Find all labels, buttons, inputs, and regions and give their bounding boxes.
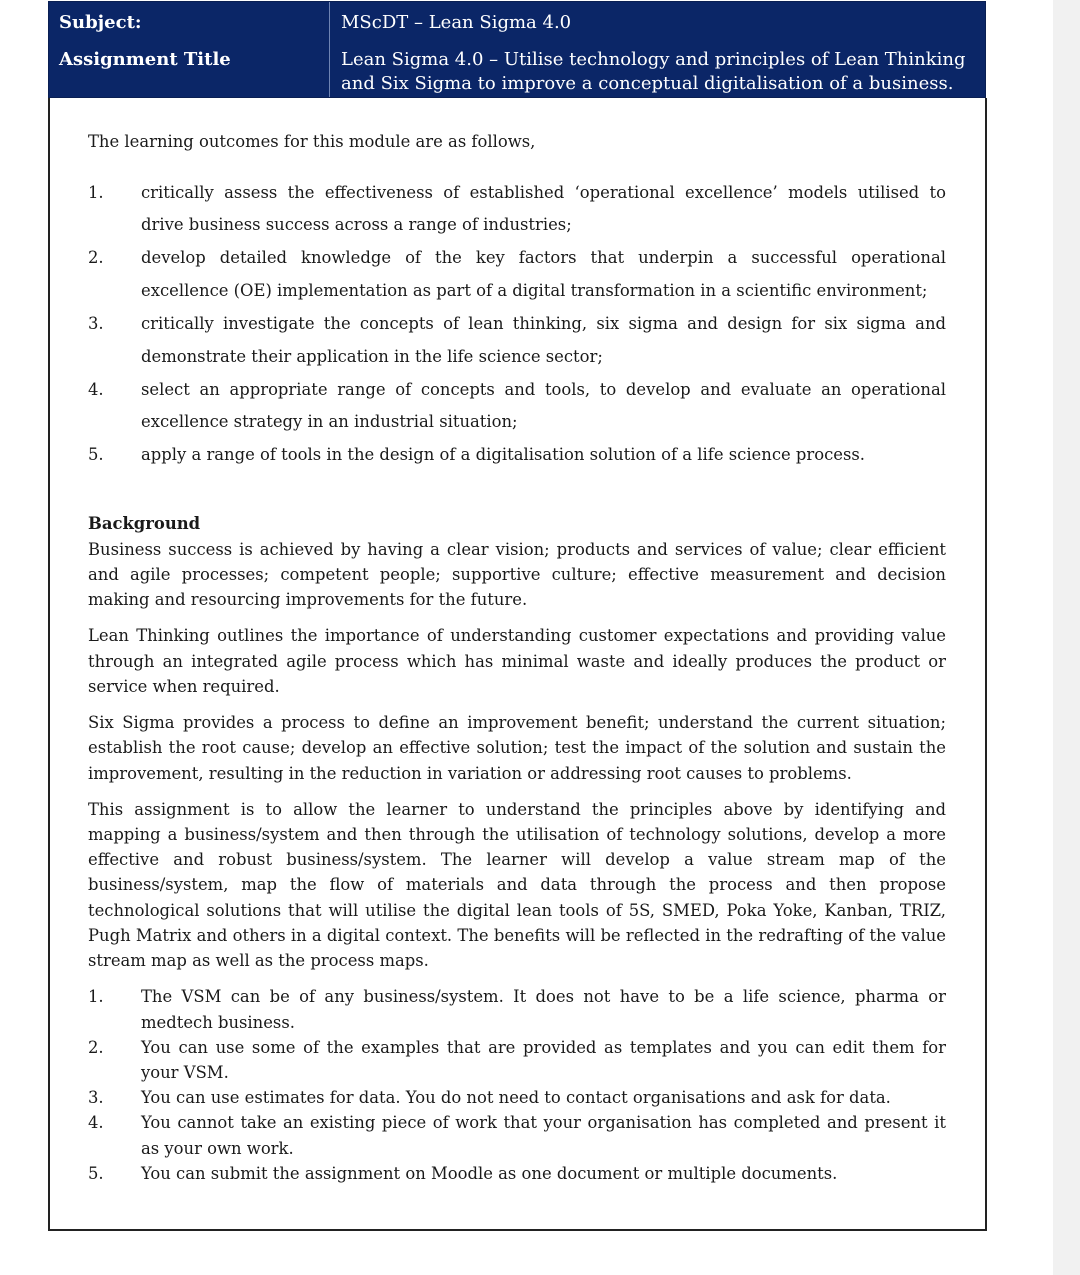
note-number: 1. bbox=[88, 987, 104, 1006]
outcome-line: excellence (OE) implementation as part of a digital transformation in a scientific environment; bbox=[141, 281, 928, 300]
note-line: your VSM. bbox=[141, 1063, 229, 1082]
paragraph-line: through an integrated agile process which has minimal waste and ideally produces the product or bbox=[88, 652, 946, 671]
note-line: medtech business. bbox=[141, 1013, 295, 1032]
subject-value: MScDT – Lean Sigma 4.0 bbox=[341, 12, 572, 33]
outcome-line: demonstrate their application in the life science sector; bbox=[141, 347, 603, 366]
note-line: The VSM can be of any business/system. It does not have to be a life science, pharma or bbox=[141, 987, 946, 1006]
paragraph-line: stream map as well as the process maps. bbox=[88, 951, 429, 970]
paragraph-line: mapping a business/system and then through the utilisation of technology solutions, develop a more bbox=[88, 825, 946, 844]
note-line: You can use estimates for data. You do not need to contact organisations and ask for data. bbox=[141, 1088, 891, 1107]
paragraph-line: service when required. bbox=[88, 677, 280, 696]
header-divider bbox=[329, 2, 330, 97]
assignment-title-line-1: Lean Sigma 4.0 – Utilise technology and principles of Lean Thinking bbox=[341, 49, 966, 70]
note-number: 4. bbox=[88, 1113, 104, 1132]
outcome-line: critically investigate the concepts of lean thinking, six sigma and design for six sigma and bbox=[141, 314, 946, 333]
note-line: as your own work. bbox=[141, 1139, 294, 1158]
paragraph-line: business/system, map the flow of materials and data through the process and then propose bbox=[88, 875, 946, 894]
assignment-title-label: Assignment Title bbox=[59, 49, 231, 70]
header-table bbox=[48, 1, 986, 98]
outcome-line: select an appropriate range of concepts and tools, to develop and evaluate an operational bbox=[141, 380, 946, 399]
paragraph-line: Six Sigma provides a process to define an improvement benefit; understand the current situation; bbox=[88, 713, 946, 732]
note-number: 3. bbox=[88, 1088, 104, 1107]
paragraph-line: Lean Thinking outlines the importance of understanding customer expectations and providing value bbox=[88, 626, 946, 645]
outcome-line: critically assess the effectiveness of established ‘operational excellence’ models utilised to bbox=[141, 183, 946, 202]
outcome-line: drive business success across a range of industries; bbox=[141, 215, 572, 234]
paragraph-line: making and resourcing improvements for the future. bbox=[88, 590, 528, 609]
outcome-line: apply a range of tools in the design of a digitalisation solution of a life science process. bbox=[141, 445, 866, 464]
note-line: You cannot take an existing piece of work that your organisation has completed and present it bbox=[141, 1113, 946, 1132]
intro-text: The learning outcomes for this module are as follows, bbox=[88, 132, 536, 151]
note-line: You can submit the assignment on Moodle as one document or multiple documents. bbox=[141, 1164, 838, 1183]
background-heading: Background bbox=[88, 514, 201, 533]
outcome-line: develop detailed knowledge of the key factors that underpin a successful operational bbox=[141, 248, 946, 267]
note-number: 2. bbox=[88, 1038, 104, 1057]
paragraph-line: technological solutions that will utilise the digital lean tools of 5S, SMED, Poka Yoke, Kanban, TRIZ, bbox=[88, 901, 946, 920]
assignment-title-line-2: and Six Sigma to improve a conceptual digitalisation of a business. bbox=[341, 73, 954, 94]
outcome-number: 5. bbox=[88, 445, 104, 464]
subject-label: Subject: bbox=[59, 12, 142, 33]
note-line: You can use some of the examples that are provided as templates and you can edit them for bbox=[141, 1038, 946, 1057]
note-number: 5. bbox=[88, 1164, 104, 1183]
scrollbar-track[interactable] bbox=[1053, 0, 1080, 1275]
paragraph-line: and agile processes; competent people; supportive culture; effective measurement and decision bbox=[88, 565, 946, 584]
paragraph-line: Business success is achieved by having a clear vision; products and services of value; clear efficient bbox=[88, 540, 946, 559]
outcome-number: 1. bbox=[88, 183, 104, 202]
outcome-line: excellence strategy in an industrial situation; bbox=[141, 412, 518, 431]
paragraph-line: establish the root cause; develop an effective solution; test the impact of the solution and sustain the bbox=[88, 738, 946, 757]
outcome-number: 4. bbox=[88, 380, 104, 399]
outcome-number: 3. bbox=[88, 314, 104, 333]
outcome-number: 2. bbox=[88, 248, 104, 267]
paragraph-line: Pugh Matrix and others in a digital context. The benefits will be reflected in the redrafting of the value bbox=[88, 926, 946, 945]
paragraph-line: effective and robust business/system. The learner will develop a value stream map of the bbox=[88, 850, 946, 869]
paragraph-line: This assignment is to allow the learner to understand the principles above by identifying and bbox=[88, 800, 946, 819]
paragraph-line: improvement, resulting in the reduction in variation or addressing root causes to problems. bbox=[88, 764, 852, 783]
